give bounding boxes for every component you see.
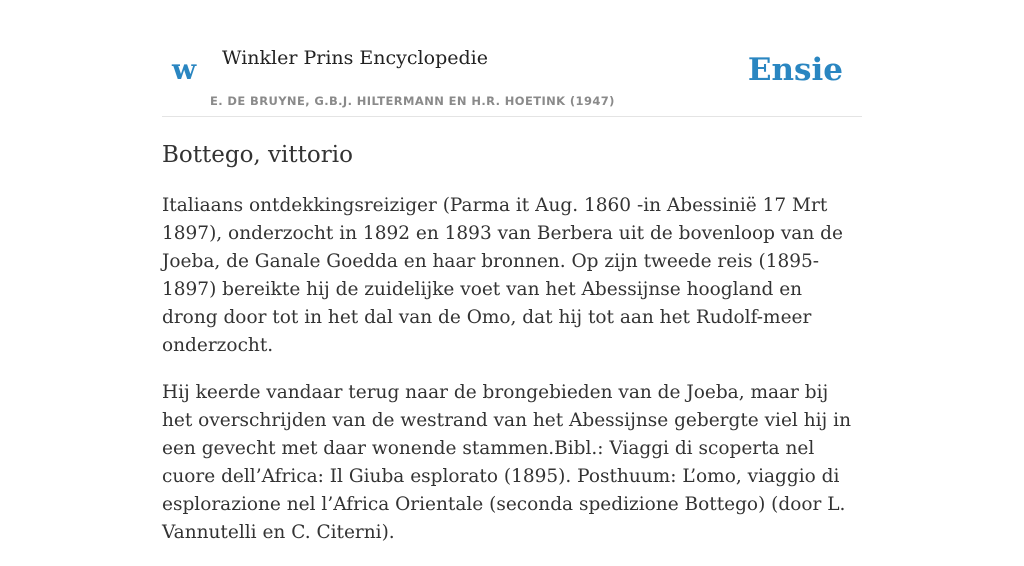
source-header <box>162 36 862 117</box>
source-logo-icon[interactable]: w <box>172 53 197 86</box>
source-authors: E. DE BRUYNE, G.B.J. HILTERMANN EN H.R. HOETINK (1947) <box>210 94 615 108</box>
brand-logo[interactable]: Ensie <box>747 52 843 88</box>
article-title: Bottego, vittorio <box>162 142 353 168</box>
article-paragraph-1: Italiaans ontdekkingsreiziger (Parma it Aug. 1860 -in Abessinië 17 Mrt 1897), onderzocht in 1892 en 1893 van Berbera uit de bovenloop van de Joeba, de Ganale Goedda en haar bronnen. Op zijn tweede reis (1895-1897) bereikte hij de zuidelijke voet van het Abessijnse hoogland en drong door tot in het dal van de Omo, dat hij tot aan het Rudolf-meer onderzocht. <box>162 195 843 356</box>
article-body <box>162 192 862 566</box>
article-paragraph-2: Hij keerde vandaar terug naar de brongebieden van de Joeba, maar bij het overschrijden van de westrand van het Abessijnse gebergte viel hij in een gevecht met daar wonende stammen.Bibl.: Viaggi di scoperta nel cuore dell’Africa: Il Giuba esplorato (1895). Posthuum: L’omo, viaggio di esplorazione nel l’Africa Orientale (seconda spedizione Bottego) (door L. Vannutelli en C. Citerni). <box>162 382 851 543</box>
source-title[interactable]: Winkler Prins Encyclopedie <box>222 47 488 69</box>
